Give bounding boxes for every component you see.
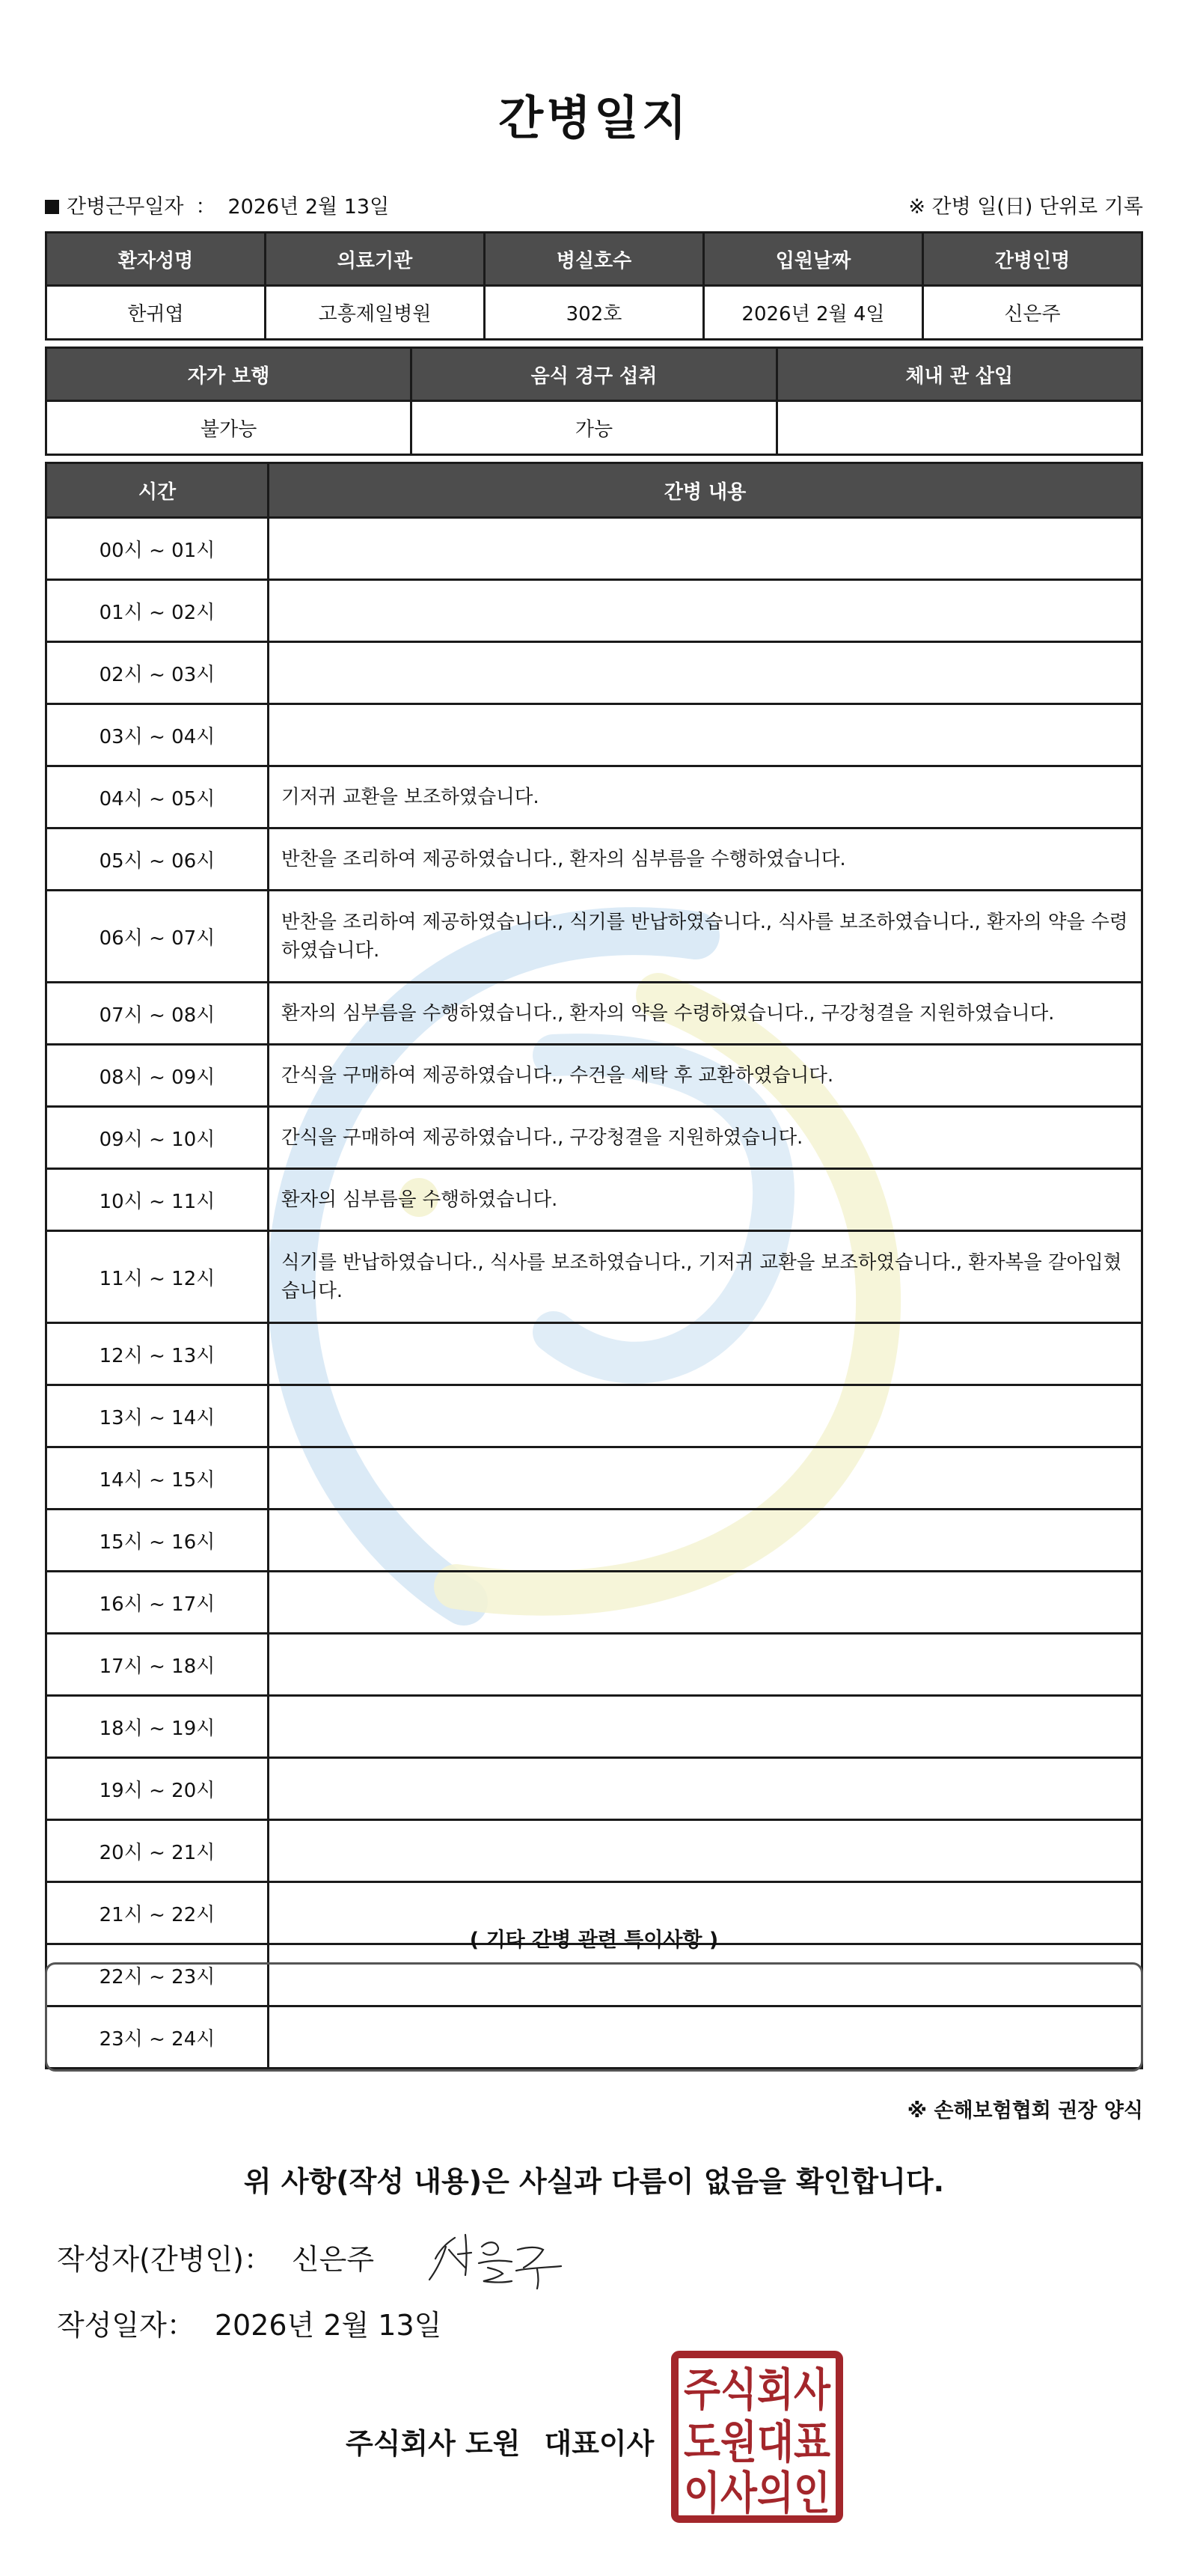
care-log-time: 07시 ~ 08시 <box>46 983 269 1045</box>
care-log-row <box>46 580 1142 642</box>
care-log-time: 02시 ~ 03시 <box>46 642 269 704</box>
room-number: 302호 <box>485 286 704 340</box>
care-log-row <box>46 1169 1142 1231</box>
seal-line-2: 도원대표 <box>684 2417 831 2469</box>
care-log-time: 18시 ~ 19시 <box>46 1696 269 1758</box>
care-log-content <box>269 1634 1142 1696</box>
admission-date: 2026년 2월 4일 <box>704 286 923 340</box>
work-date-colon: ： <box>195 195 216 219</box>
care-log-time: 09시 ~ 10시 <box>46 1107 269 1169</box>
care-log-content <box>269 1323 1142 1385</box>
care-log-time: 22시 ~ 23시 <box>46 1944 269 2006</box>
header-hospital: 의료기관 <box>266 233 485 286</box>
header-oral-intake: 음식 경구 섭취 <box>411 348 777 401</box>
handwritten-signature <box>419 2224 569 2292</box>
special-notes-title: ( 기타 간병 관련 특이사항 ) <box>469 1929 719 1952</box>
tube-insertion-status <box>777 401 1142 455</box>
care-log-time: 03시 ~ 04시 <box>46 704 269 766</box>
unit-note: ※ 간병 일(日) 단위로 기록 <box>908 195 1143 219</box>
care-log-content: 반찬을 조리하여 제공하였습니다., 환자의 심부름을 수행하였습니다. <box>269 828 1142 891</box>
care-log-time: 14시 ~ 15시 <box>46 1447 269 1510</box>
company-signature-line <box>346 2420 654 2461</box>
care-log-time: 00시 ~ 01시 <box>46 518 269 580</box>
care-log-time: 19시 ~ 20시 <box>46 1758 269 1820</box>
work-date-value: 2026년 2월 13일 <box>227 195 390 219</box>
care-log-row <box>46 1820 1142 1882</box>
care-log-time: 05시 ~ 06시 <box>46 828 269 891</box>
header-room-number: 병실호수 <box>485 233 704 286</box>
walking-status: 불가능 <box>46 401 411 455</box>
patient-info-header-row <box>46 233 1142 286</box>
care-log-row <box>46 1385 1142 1447</box>
care-log-content: 간식을 구매하여 제공하였습니다., 구강청결을 지원하였습니다. <box>269 1107 1142 1169</box>
care-log-row <box>46 1447 1142 1510</box>
company-name: 주식회사 도원 <box>346 2427 521 2460</box>
care-log-header-row <box>46 463 1142 518</box>
care-log-time: 15시 ~ 16시 <box>46 1510 269 1572</box>
header-walking: 자가 보행 <box>46 348 411 401</box>
care-log-time: 12시 ~ 13시 <box>46 1323 269 1385</box>
care-log-content <box>269 1696 1142 1758</box>
written-date-value: 2026년 2월 13일 <box>214 2309 442 2342</box>
work-date-label: 간병근무일자 <box>67 195 184 219</box>
care-log-row <box>46 1758 1142 1820</box>
care-log-content <box>269 642 1142 704</box>
care-log-row <box>46 642 1142 704</box>
hospital: 고흥제일병원 <box>266 286 485 340</box>
care-log-row <box>46 1323 1142 1385</box>
care-log-time: 16시 ~ 17시 <box>46 1572 269 1634</box>
patient-name: 한귀엽 <box>46 286 266 340</box>
care-log-time: 20시 ~ 21시 <box>46 1820 269 1882</box>
care-log-row <box>46 766 1142 828</box>
seal-line-3: 이사의인 <box>684 2467 830 2520</box>
care-log-time: 17시 ~ 18시 <box>46 1634 269 1696</box>
caregiver-name: 신은주 <box>923 286 1142 340</box>
care-log-row <box>46 983 1142 1045</box>
care-log-content: 반찬을 조리하여 제공하였습니다., 식기를 반납하였습니다., 식사를 보조하였습니다., 환자의 약을 수령하였습니다. <box>269 891 1142 983</box>
care-log-time: 11시 ~ 12시 <box>46 1231 269 1323</box>
care-log-content <box>269 1385 1142 1447</box>
written-date-row <box>57 2302 441 2343</box>
care-log-row <box>46 1696 1142 1758</box>
care-log-content <box>269 1572 1142 1634</box>
care-log-row <box>46 1510 1142 1572</box>
header-patient-name: 환자성명 <box>46 233 266 286</box>
care-log-content: 환자의 심부름을 수행하였습니다. <box>269 1169 1142 1231</box>
care-log-row <box>46 518 1142 580</box>
care-log-time: 13시 ~ 14시 <box>46 1385 269 1447</box>
care-log-time: 21시 ~ 22시 <box>46 1882 269 1944</box>
writer-label: 작성자(간병인)： <box>57 2243 272 2276</box>
care-log-content <box>269 580 1142 642</box>
status-value-row <box>46 401 1142 455</box>
header-time: 시간 <box>46 463 269 518</box>
care-log-content: 기저귀 교환을 보조하였습니다. <box>269 766 1142 828</box>
page-title: 간병일지 <box>498 91 690 145</box>
care-log-content <box>269 518 1142 580</box>
care-log-row <box>46 828 1142 891</box>
care-log-content: 환자의 심부름을 수행하였습니다., 환자의 약을 수령하였습니다., 구강청결을 지원하였습니다. <box>269 983 1142 1045</box>
header-care-content: 간병 내용 <box>269 463 1142 518</box>
header-tube-insertion: 체내 관 삽입 <box>777 348 1142 401</box>
care-log-row <box>46 1107 1142 1169</box>
care-log-content <box>269 1510 1142 1572</box>
written-date-label: 작성일자： <box>57 2309 195 2342</box>
form-footnote: ※ 손해보험협회 권장 양식 <box>907 2099 1143 2122</box>
care-log-content <box>269 1447 1142 1510</box>
special-notes-box <box>45 1962 1143 2072</box>
care-log-time: 10시 ~ 11시 <box>46 1169 269 1231</box>
seal-line-1: 주식회사 <box>684 2364 831 2417</box>
company-seal-stamp <box>670 2350 844 2524</box>
company-representative: 대표이사 <box>544 2427 655 2460</box>
care-log-row <box>46 1634 1142 1696</box>
square-bullet-icon <box>45 200 59 214</box>
confirmation-statement: 위 사항(작성 내용)은 사실과 다름이 없음을 확인합니다. <box>243 2165 945 2198</box>
care-log-content <box>269 1758 1142 1820</box>
oral-intake-status: 가능 <box>411 401 777 455</box>
patient-info-table <box>45 231 1143 341</box>
header-caregiver-name: 간병인명 <box>923 233 1142 286</box>
care-log-row <box>46 1572 1142 1634</box>
status-info-table <box>45 347 1143 456</box>
care-log-time: 08시 ~ 09시 <box>46 1045 269 1107</box>
care-log-content: 식기를 반납하였습니다., 식사를 보조하였습니다., 기저귀 교환을 보조하였습니다., 환자복을 갈아입혔습니다. <box>269 1231 1142 1323</box>
work-date <box>45 190 389 219</box>
care-log-time: 23시 ~ 24시 <box>46 2006 269 2069</box>
header-admission-date: 입원날짜 <box>704 233 923 286</box>
writer-row <box>57 2236 374 2281</box>
care-log-time: 01시 ~ 02시 <box>46 580 269 642</box>
care-log-rows <box>46 518 1142 2069</box>
care-log-row <box>46 1231 1142 1323</box>
care-log-row <box>46 704 1142 766</box>
care-log-row <box>46 891 1142 983</box>
care-log-time: 04시 ~ 05시 <box>46 766 269 828</box>
care-log-content <box>269 704 1142 766</box>
writer-name: 신은주 <box>291 2243 375 2276</box>
meta-row <box>45 190 1143 220</box>
care-log-time: 06시 ~ 07시 <box>46 891 269 983</box>
status-header-row <box>46 348 1142 401</box>
care-log-content <box>269 1820 1142 1882</box>
care-log-table <box>45 462 1143 2069</box>
care-log-row <box>46 1045 1142 1107</box>
care-log-content: 간식을 구매하여 제공하였습니다., 수건을 세탁 후 교환하였습니다. <box>269 1045 1142 1107</box>
patient-info-value-row <box>46 286 1142 340</box>
